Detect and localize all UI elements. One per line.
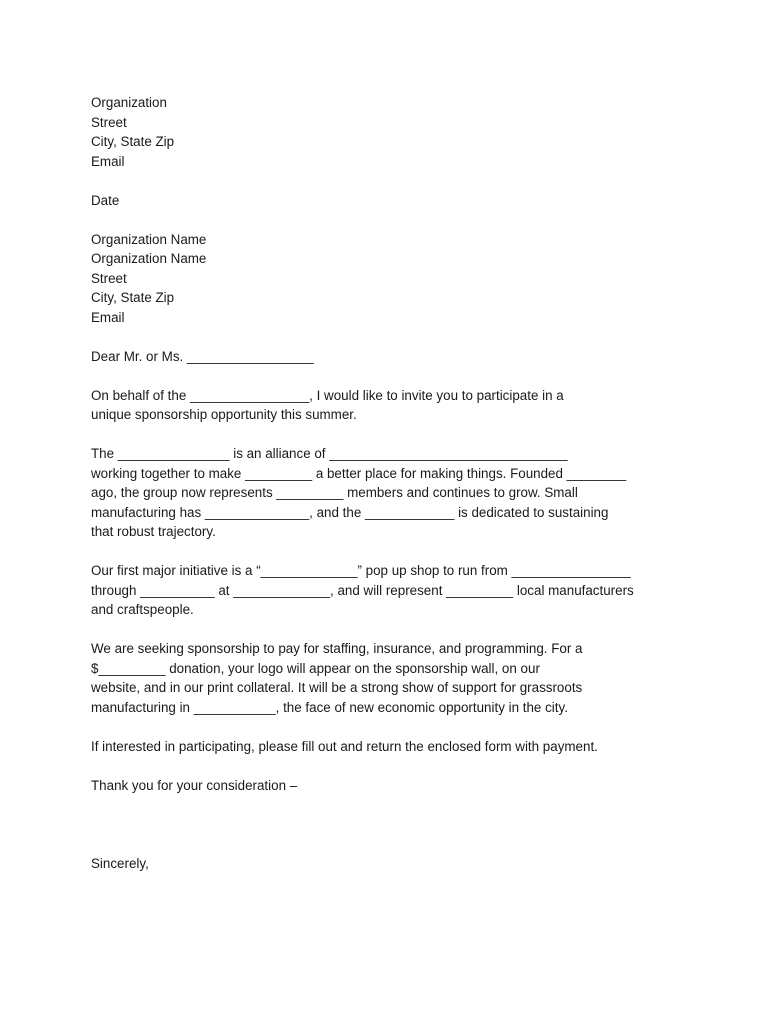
paragraph-line: ago, the group now represents _________ members and continues to grow. Small <box>91 485 578 500</box>
salutation-text: Dear Mr. or Ms. _________________ <box>91 348 314 364</box>
paragraph-line: through __________ at _____________, and will represent _________ local manufacturers <box>91 582 634 598</box>
paragraph-alliance <box>91 444 731 542</box>
sender-address <box>91 93 731 171</box>
paragraph-participation <box>91 737 731 757</box>
paragraph-thanks <box>91 776 731 796</box>
sender-city-state-zip: City, State Zip <box>91 134 175 149</box>
recipient-city-state-zip: City, State Zip <box>91 290 175 305</box>
paragraph-line: If interested in participating, please fill out and return the enclosed form with payment. <box>91 738 598 754</box>
paragraph-line: unique sponsorship opportunity this summer. <box>91 407 357 422</box>
paragraph-line: website, and in our print collateral. It will be a strong show of support for grassroots <box>91 680 583 695</box>
salutation <box>91 347 731 367</box>
paragraph-line: We are seeking sponsorship to pay for staffing, insurance, and programming. For a <box>91 641 583 656</box>
paragraph-line: On behalf of the ________________, I would like to invite you to participate in a <box>91 387 564 403</box>
closing <box>91 854 731 874</box>
paragraph-line: manufacturing has ______________, and the ____________ is dedicated to sustaining <box>91 504 609 520</box>
paragraph-line: $_________ donation, your logo will appear on the sponsorship wall, on our <box>91 660 540 676</box>
date-text: Date <box>91 192 120 208</box>
recipient-email: Email <box>91 309 125 325</box>
sponsorship-letter <box>91 93 731 893</box>
recipient-organization-name-2: Organization Name <box>91 251 207 266</box>
paragraph-invitation <box>91 386 731 425</box>
sender-email: Email <box>91 153 125 169</box>
closing-text: Sincerely, <box>91 855 149 871</box>
paragraph-line: Thank you for your consideration – <box>91 777 298 793</box>
paragraph-line: manufacturing in ___________, the face of new economic opportunity in the city. <box>91 699 568 715</box>
paragraph-line: The _______________ is an alliance of ________________________________ <box>91 446 568 461</box>
paragraph-line: and craftspeople. <box>91 602 194 617</box>
recipient-street: Street <box>91 270 127 286</box>
recipient-organization-name: Organization Name <box>91 231 207 247</box>
sender-organization: Organization <box>91 95 167 110</box>
paragraph-sponsorship <box>91 639 731 717</box>
sender-street: Street <box>91 114 127 130</box>
spacer <box>91 815 731 854</box>
recipient-address <box>91 230 731 328</box>
paragraph-initiative <box>91 561 731 620</box>
paragraph-line: Our first major initiative is a “_____________” pop up shop to run from ________________ <box>91 563 631 578</box>
paragraph-line: working together to make _________ a better place for making things. Founded ________ <box>91 465 627 481</box>
letter-date <box>91 191 731 211</box>
paragraph-line: that robust trajectory. <box>91 524 216 539</box>
